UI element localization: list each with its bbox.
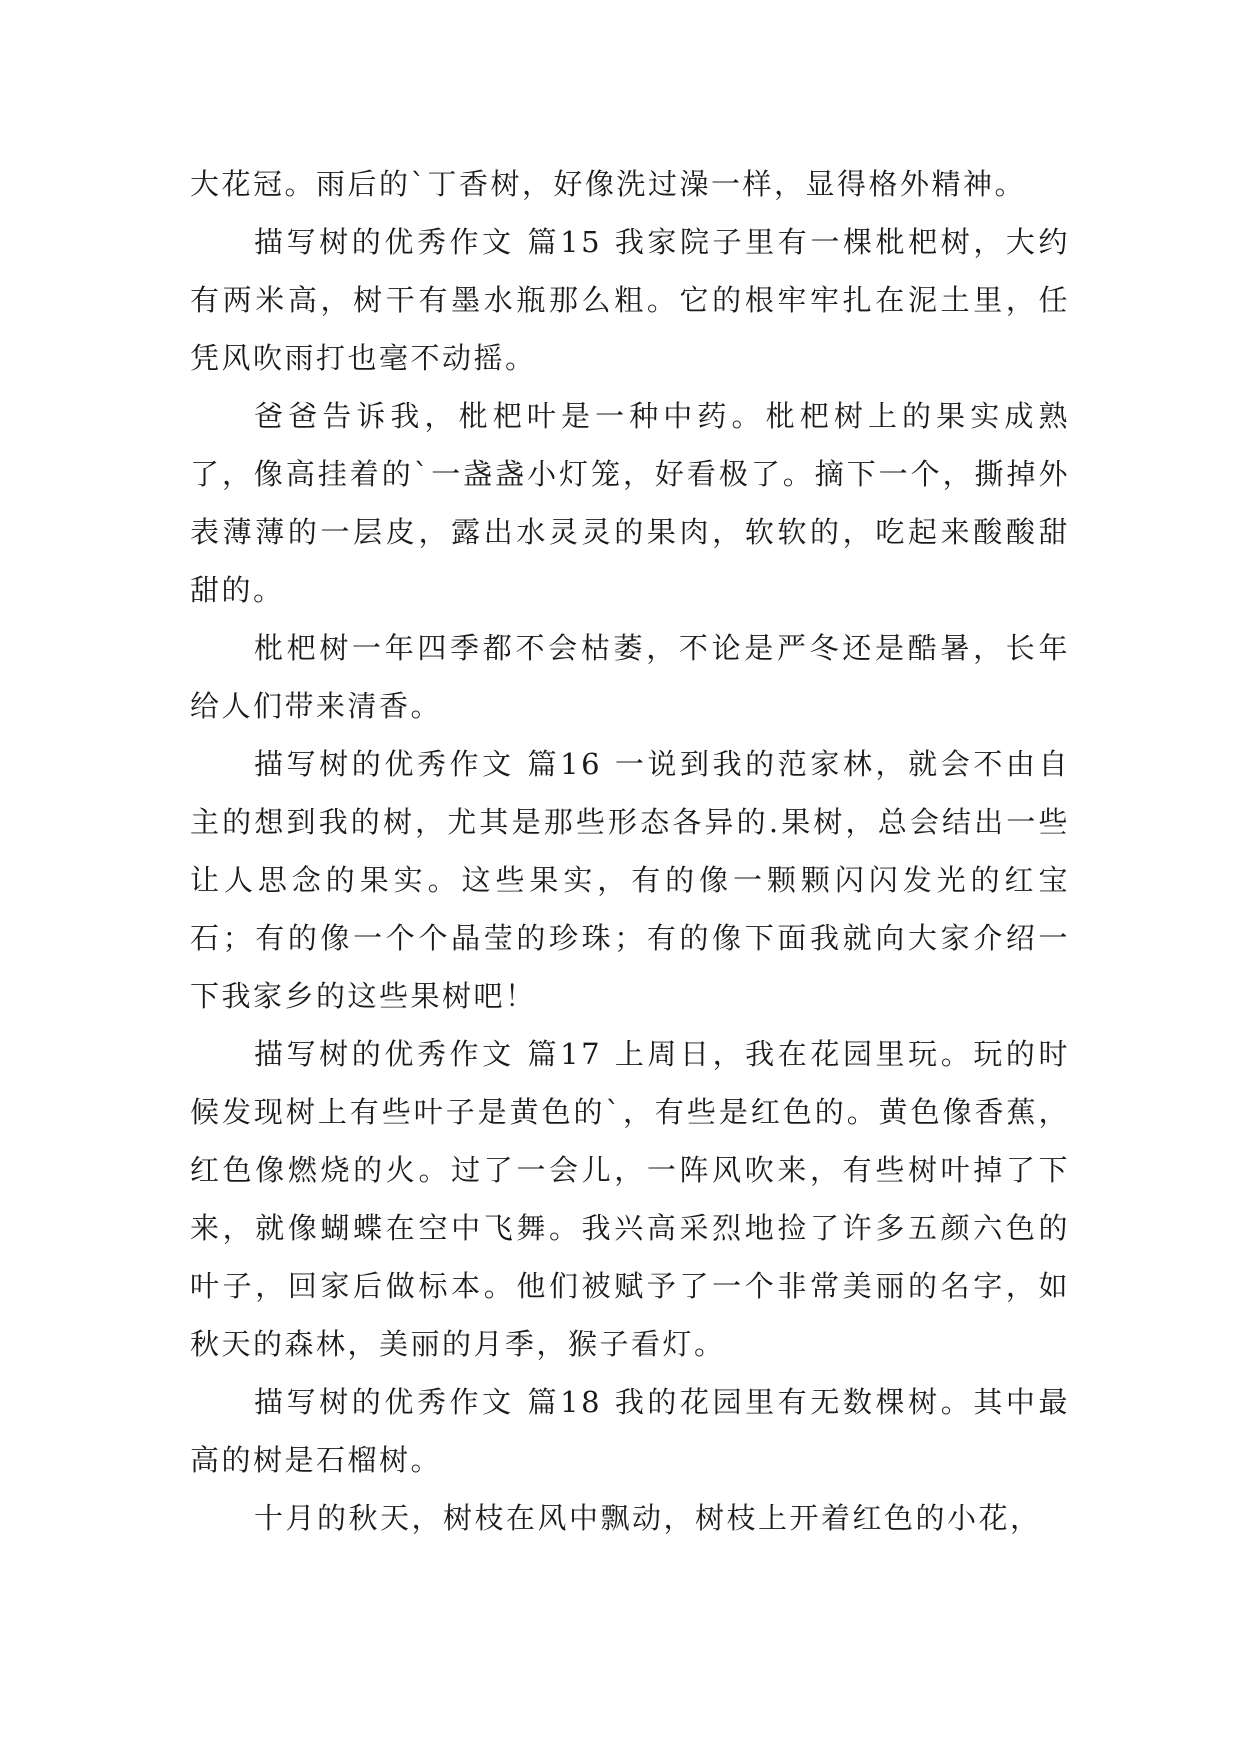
paragraph-essay-15: 描写树的优秀作文 篇15 我家院子里有一棵枇杷树，大约有两米高，树干有墨水瓶那么粗。它的根牢牢扎在泥土里，任凭风吹雨打也毫不动摇。 [190, 225, 1070, 375]
paragraph-continuation: 大花冠。雨后的`丁香树，好像洗过澡一样，显得格外精神。 [190, 167, 1027, 201]
paragraph-loquat-seasons: 枇杷树一年四季都不会枯萎，不论是严冬还是酷暑，长年给人们带来清香。 [190, 631, 1070, 723]
document-page [190, 155, 1070, 1547]
paragraph-essay-16: 描写树的优秀作文 篇16 一说到我的范家林，就会不由自主的想到我的树，尤其是那些形态各异的.果树，总会结出一些让人思念的果实。这些果实，有的像一颗颗闪闪发光的红宝石；有的像一个个晶莹的珍珠；有的像下面我就向大家介绍一下我家乡的这些果树吧！ [190, 747, 1070, 1013]
paragraph-october: 十月的秋天，树枝在风中飘动，树枝上开着红色的小花， [254, 1501, 1042, 1535]
paragraph-loquat-fruit: 爸爸告诉我，枇杷叶是一种中药。枇杷树上的果实成熟了，像高挂着的`一盏盏小灯笼，好看极了。摘下一个，撕掉外表薄薄的一层皮，露出水灵灵的果肉，软软的，吃起来酸酸甜甜的。 [190, 399, 1070, 607]
paragraph-essay-17: 描写树的优秀作文 篇17 上周日，我在花园里玩。玩的时候发现树上有些叶子是黄色的`，有些是红色的。黄色像香蕉，红色像燃烧的火。过了一会儿，一阵风吹来，有些树叶掉了下来，就像蝴蝶在空中飞舞。我兴高采烈地捡了许多五颜六色的叶子，回家后做标本。他们被赋予了一个非常美丽的名字，如秋天的森林，美丽的月季，猴子看灯。 [190, 1037, 1070, 1361]
paragraph-essay-18: 描写树的优秀作文 篇18 我的花园里有无数棵树。其中最高的树是石榴树。 [190, 1385, 1070, 1477]
